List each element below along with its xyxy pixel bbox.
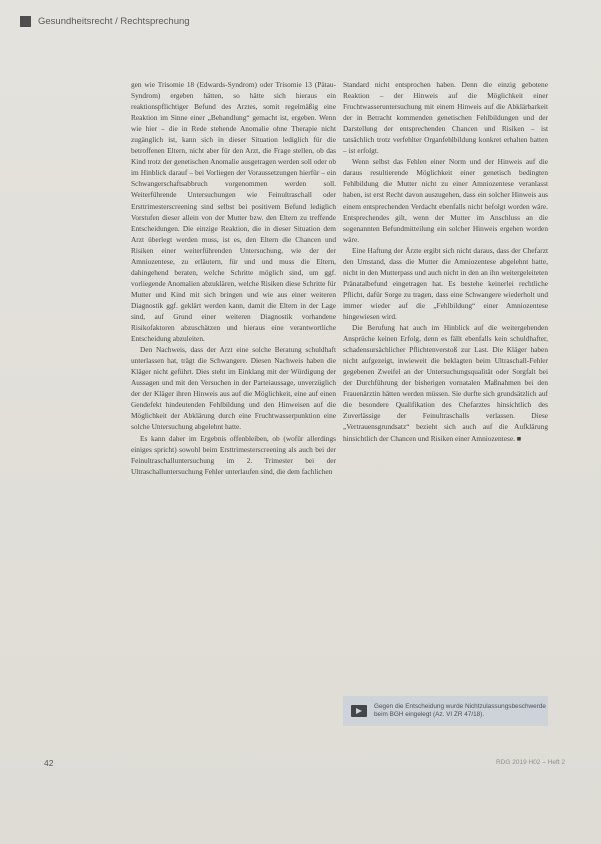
left-paragraph-1: gen wie Trisomie 18 (Edwards-Syndrom) oder Trisomie 13 (Pätau-Syndrom) ergeben hätten, so hätte sich hieraus ein reaktionspflichtiger Befund des Arztes, somit regelmäßig eine Reaktion im Sinne einer „Behandlung“ gemacht ist, ergeben. Wenn wie hier – die in Rede stehende Anomalie ohne Therapie nicht zugänglich ist, kann sich in dieser Situation lediglich für die betroffenen Eltern, nicht aber für den Arzt, die Frage stellen, ob das Kind trotz der genetischen Anomalie ausgetragen werden soll oder ob im Hinblick darauf – bei Vorliegen der Voraussetzungen hierfür – ein Schwangerschaftsabbruch vorgenommen werden soll. Weiterführende Untersuchungen wie Feinultraschall oder Ersttrimesterscreening sind selbst bei positivem Befund lediglich Vorstufen dieser allein von der Mutter bzw. den Eltern zu treffende Entscheidungen. Die einzige Reaktion, die in dieser Situation dem Arzt überlegt werden muss, ist es, den Eltern die Chancen und Risiken einer weiterführenden Untersuchung, wie der der Amniozentese, zu erläutern, für und und muss die Eltern, dahingehend beraten, welche Schritte möglich sind, um ggf. vorliegende Anomalien abzuklären, welche Risiken diese Schritte für Mutter und Kind mit sich bringen und wie aus einer weiteren Diagnostik ggf. geklärt werden kann, damit die Eltern in der Lage sind, auf Grund einer weiteren Diagnostik vorhandene Risikofaktoren abzuschätzen und hieraus eine verantwortliche Entscheidung abzuleiten.: [131, 80, 336, 344]
left-column: [131, 79, 336, 477]
left-paragraph-2: Den Nachweis, dass der Arzt eine solche Beratung schuldhaft unterlassen hat, trägt die Schwangere. Diesen Nachweis haben die Kläger nicht geführt. Dies steht im Einklang mit der Würdigung der Aussagen und mit den Versuchen in der Parteiaussage, unverzüglich der der Kläger ihren Hinweis aus auf die Möglichkeit, eine auf einen Gendefekt hindeutenden Fehlbildung und den Hinweisen auf die Möglichkeit der Abklärung durch eine Fruchtwasserpunktion eine solche Untersuchung abgelehnt hatte.: [131, 345, 336, 432]
right-paragraph-3: Eine Haftung der Ärzte ergibt sich nicht daraus, dass der Chefarzt den Umstand, dass die Mutter die Amniozentese abgelehnt hatte, nicht in den Mutterpass und auch nicht in den an ihn weitergeleiteten Pränatalbefund eingetragen hat. Es bestehe keinerlei rechtliche Pflicht, dafür Sorge zu tragen, dass eine Schwangere wiederholt und immer wieder auf die „Fehlbildung“ einer Amniozentese hingewiesen wird.: [343, 245, 548, 321]
right-paragraph-1: Standard nicht entsprochen haben. Denn die einzig gebotene Reaktion – der Hinweis auf die Möglichkeit einer Fruchtwasseruntersuchung mit einem Hinweis auf die Abklärbarkeit der in Betracht kommenden genetischen Fehlbildungen und der Darstellung der entsprechenden Chancen und Risiken – ist tatsächlich trotz verfehlter Organfehlbildung konkret erhalten hatten – ist erfolgt.: [343, 80, 548, 156]
left-paragraph-3: Es kann daher im Ergebnis offenbleiben, ob (wofür allerdings einiges spricht) sowohl beim Ersttrimesterscreening als auch bei der Feinultraschalluntersuchung im 2. Trimester bei der Ultraschalluntersuchung Fehler unterlaufen sind, die dem fachlichen: [131, 433, 336, 476]
header-title: Gesundheitsrecht / Rechtsprechung: [38, 15, 190, 27]
info-box: [343, 696, 548, 726]
page-header: [20, 12, 190, 30]
right-paragraph-2: Wenn selbst das Fehlen einer Norm und der Hinweis auf die daraus resultierende Möglichkeit einer genetisch bedingten Fehlbildung die Mutter nicht zu einer Amniozentese veranlasst haben, ist erst Recht davon auszugehen, dass ein solcher Hinweis aus einem entsprechenden Verdacht ebenfalls nicht befolgt worden wäre. Entsprechendes gilt, wenn der Mutter im Anschluss an die sogenannten Befundmitteilung ein solcher Hinweis ergehen worden wäre.: [343, 157, 548, 244]
right-paragraph-4: Die Berufung hat auch im Hinblick auf die weitergehenden Ansprüche keinen Erfolg, denn es fällt ebenfalls kein schuldhafter, schadensursächlicher Pflichtenverstoß zur Last. Die Kläger haben nicht aufgezeigt, inwieweit die beklagten beim Ultraschall-Fehler gegebenen Zweifel an der Untersuchungsqualität oder Sorgfalt bei der Durchführung der bisherigen vornatalen Maßnahmen bei den Frauenärztin hätten werden müssen. Sie durfte sich grundsätzlich auf die besondere Qualifikation des Chefarztes hinsichtlich des Zuverlässige der Feinultraschalls verlassen. Diese „Vertrauensgrundsatz“ bezieht sich auch auf die Aufklärung hinsichtlich der Chancen und Risiken einer Amniozentese. ■: [343, 323, 548, 443]
info-box-text: Gegen die Entscheidung wurde Nichtzulassungsbeschwerde beim BGH eingelegt (Az. VI ZR 47/18).: [374, 702, 546, 718]
publication-info: RDG 2019 H02 – Heft 2: [495, 759, 565, 766]
right-column: [343, 79, 548, 444]
header-square-icon: [20, 16, 31, 27]
play-icon: [351, 705, 367, 717]
page-number: 42: [44, 758, 54, 768]
